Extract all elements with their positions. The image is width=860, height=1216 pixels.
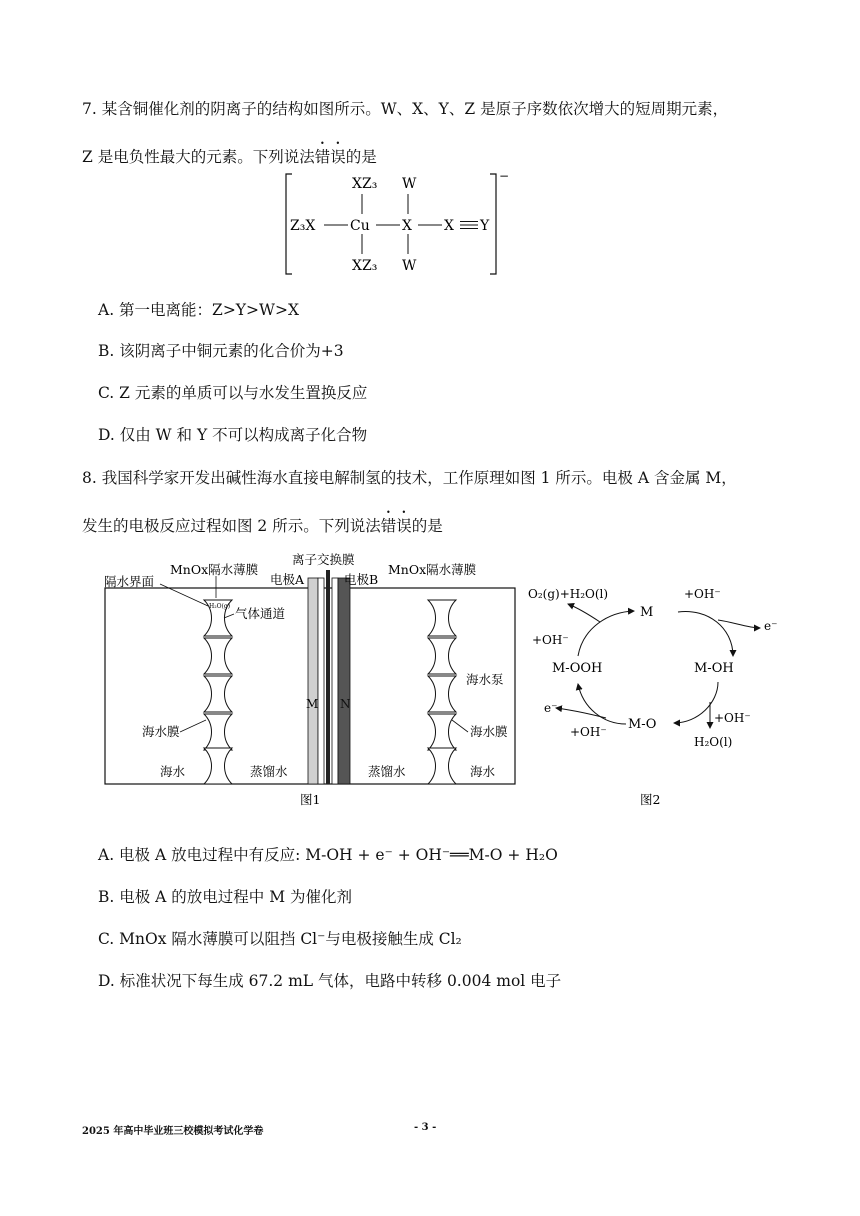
q7-option-d: D. 仅由 W 和 Y 不可以构成离子化合物 (98, 426, 368, 444)
footer-exam-title: 2025 年高中毕业班三校模拟考试化学卷 (82, 1126, 264, 1137)
q7-option-c: C. Z 元素的单质可以与水发生置换反应 (98, 384, 368, 402)
fig1-mno-left: MnOx隔水薄膜 (170, 562, 259, 577)
fig1-distilled-left: 蒸馏水 (250, 764, 288, 779)
q8-stem-emphasis: 错误 (380, 517, 412, 535)
fig2-h2o-right: H₂O(l) (694, 735, 733, 749)
q8-stem-line1: 8. 我国科学家开发出碱性海水直接电解制氢的技术，工作原理如图 1 所示。电极 A 含金属 M， (82, 469, 737, 487)
structure-x-right: X (444, 218, 454, 234)
fig2-m: M (640, 605, 654, 620)
fig2-caption: 图2 (640, 792, 661, 807)
structure-bottom-left: XZ₃ (352, 258, 378, 274)
fig2-m-ooh: M-OOH (552, 661, 603, 676)
q7-structure-diagram (280, 168, 510, 280)
q7-stem-line2 (82, 139, 377, 167)
structure-left: Z₃X (290, 218, 316, 234)
footer-page-number: - 3 - (414, 1122, 437, 1133)
fig2-o2: O₂(g)+H₂O(l) (528, 587, 609, 601)
fig1-gas-channel: 气体通道 (235, 606, 286, 621)
q8-option-c: C. MnOx 隔水薄膜可以阻挡 Cl⁻与电极接触生成 Cl₂ (98, 930, 462, 948)
fig1-ion-membrane: 离子交换膜 (292, 552, 355, 567)
fig1-right-membrane-stack (428, 600, 456, 784)
structure-cu: Cu (350, 218, 370, 234)
structure-x-center: X (402, 218, 412, 234)
fig1-seawater-membrane-right: 海水膜 (470, 724, 508, 739)
q7-stem-emphasis: 错误 (314, 148, 346, 166)
figure1-electrolysis-cell (100, 548, 520, 810)
q8-option-a: A. 电极 A 放电过程中有反应: M-OH + e⁻ + OH⁻══M-O + H₂O (98, 846, 558, 864)
fig2-oh-right: +OH⁻ (714, 711, 751, 725)
structure-top-right: W (402, 176, 417, 192)
q7-stem-pre: Z 是电负性最大的元素。下列说法 (82, 148, 315, 166)
fig2-m-oh: M-OH (694, 661, 734, 676)
fig2-m-o: M-O (628, 717, 657, 732)
q8-stem-post: 的是 (411, 517, 443, 535)
q7-option-a: A. 第一电离能：Z>Y>W>X (98, 301, 299, 319)
q8-option-b: B. 电极 A 的放电过程中 M 为催化剂 (98, 888, 353, 906)
q8-option-d: D. 标准状况下每生成 67.2 mL 气体，电路中转移 0.004 mol 电子 (98, 972, 562, 990)
q7-option-b: B. 该阴离子中铜元素的化合价为+3 (98, 342, 344, 360)
structure-y: Y (480, 218, 490, 234)
fig2-oh-bottom: +OH⁻ (570, 725, 607, 739)
figure2-reaction-cycle (528, 578, 788, 810)
structure-top-left: XZ₃ (352, 176, 378, 192)
q8-stem-line2 (82, 508, 443, 536)
fig1-electrode-b: 电极B (344, 572, 379, 587)
fig1-seawater-right: 海水 (470, 764, 496, 779)
fig1-mno-right: MnOx隔水薄膜 (388, 562, 477, 577)
q7-stem-post: 的是 (345, 148, 377, 166)
q8-stem-pre: 发生的电极反应过程如图 2 所示。下列说法 (82, 517, 381, 535)
fig1-seawater-pump: 海水泵 (466, 672, 504, 687)
fig2-e-left: e⁻ (544, 701, 558, 715)
fig2-e-top: e⁻ (764, 619, 778, 633)
fig1-distilled-right: 蒸馏水 (368, 764, 406, 779)
fig1-caption: 图1 (300, 792, 321, 807)
fig1-barrier-interface: 隔水界面 (104, 574, 155, 589)
fig1-electrode-a: 电极A (270, 572, 305, 587)
q7-stem-line1: 7. 某含铜催化剂的阴离子的结构如图所示。W、X、Y、Z 是原子序数依次增大的短周期元素， (82, 100, 729, 118)
fig1-seawater-left: 海水 (160, 764, 186, 779)
fig1-n-label: N (340, 697, 351, 711)
fig1-m-label: M (306, 697, 319, 711)
fig1-left-membrane-stack (204, 600, 232, 784)
fig1-water-gas: H₂O(g) (209, 603, 231, 610)
structure-charge: − (499, 169, 510, 183)
fig2-oh-left: +OH⁻ (532, 633, 569, 647)
fig1-seawater-membrane-left: 海水膜 (142, 724, 180, 739)
fig2-oh-top: +OH⁻ (684, 587, 721, 601)
structure-bottom-right: W (402, 258, 417, 274)
